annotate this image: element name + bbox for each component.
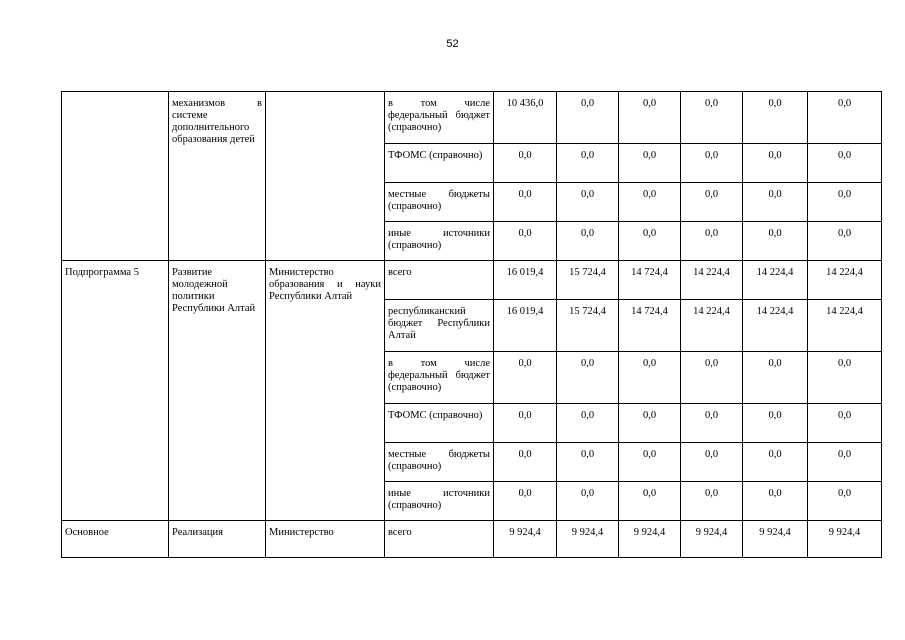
value-cell: 0,0 [494,144,557,183]
value-cell: 15 724,4 [557,261,619,300]
program-name-cell: Развитие молодежной политики Республики Алтай [169,261,266,521]
value-cell: 9 924,4 [619,521,681,558]
value-cell: 0,0 [743,222,808,261]
value-cell: 9 924,4 [681,521,743,558]
value-cell: 0,0 [619,352,681,404]
funding-source-cell: республиканский бюджет Республики Алтай [385,300,494,352]
value-cell: 0,0 [681,352,743,404]
value-cell: 0,0 [557,404,619,443]
value-cell: 9 924,4 [494,521,557,558]
program-name-cell: механизмов в системе дополнительного образования детей [169,92,266,261]
value-cell: 14 224,4 [743,300,808,352]
value-cell: 15 724,4 [557,300,619,352]
value-cell: 0,0 [494,222,557,261]
value-cell: 0,0 [557,183,619,222]
value-cell: 0,0 [681,144,743,183]
value-cell: 9 924,4 [743,521,808,558]
value-cell: 0,0 [619,443,681,482]
value-cell: 0,0 [619,144,681,183]
value-cell: 0,0 [808,443,882,482]
value-cell: 0,0 [808,482,882,521]
value-cell: 0,0 [808,92,882,144]
value-cell: 9 924,4 [808,521,882,558]
funding-source-cell: иные источники (справочно) [385,482,494,521]
value-cell: 14 724,4 [619,300,681,352]
value-cell: 0,0 [681,92,743,144]
value-cell: 0,0 [743,144,808,183]
executor-cell [266,92,385,261]
value-cell: 0,0 [619,404,681,443]
value-cell: 0,0 [557,92,619,144]
value-cell: 0,0 [494,404,557,443]
value-cell: 0,0 [808,183,882,222]
value-cell: 10 436,0 [494,92,557,144]
value-cell: 0,0 [494,183,557,222]
value-cell: 0,0 [743,482,808,521]
value-cell: 0,0 [681,183,743,222]
value-cell: 0,0 [494,352,557,404]
funding-source-cell: в том числе федеральный бюджет (справочно) [385,352,494,404]
funding-source-cell: местные бюджеты (справочно) [385,443,494,482]
program-code-cell: Основное [62,521,169,558]
funding-source-cell: в том числе федеральный бюджет (справочно) [385,92,494,144]
value-cell: 14 224,4 [681,261,743,300]
funding-source-cell: местные бюджеты (справочно) [385,183,494,222]
value-cell: 0,0 [808,222,882,261]
value-cell: 0,0 [557,443,619,482]
value-cell: 16 019,4 [494,261,557,300]
value-cell: 0,0 [808,352,882,404]
executor-cell: Министерство [266,521,385,558]
table-row [62,261,882,300]
value-cell: 0,0 [681,443,743,482]
program-name-cell: Реализация [169,521,266,558]
value-cell: 0,0 [681,482,743,521]
value-cell: 16 019,4 [494,300,557,352]
value-cell: 14 224,4 [743,261,808,300]
value-cell: 0,0 [557,482,619,521]
value-cell: 9 924,4 [557,521,619,558]
value-cell: 14 224,4 [808,300,882,352]
value-cell: 14 224,4 [681,300,743,352]
program-code-cell: Подпрограмма 5 [62,261,169,521]
value-cell: 0,0 [681,222,743,261]
value-cell: 0,0 [743,183,808,222]
value-cell: 0,0 [619,482,681,521]
value-cell: 0,0 [557,352,619,404]
value-cell: 14 724,4 [619,261,681,300]
value-cell: 0,0 [557,222,619,261]
budget-table [61,91,882,558]
value-cell: 0,0 [494,482,557,521]
value-cell: 0,0 [619,92,681,144]
program-code-cell [62,92,169,261]
table-row [62,521,882,558]
funding-source-cell: всего [385,261,494,300]
value-cell: 0,0 [808,404,882,443]
value-cell: 0,0 [619,222,681,261]
value-cell: 14 224,4 [808,261,882,300]
value-cell: 0,0 [743,92,808,144]
executor-cell: Министерство образования и науки Республики Алтай [266,261,385,521]
value-cell: 0,0 [743,443,808,482]
table-row [62,92,882,144]
funding-source-cell: ТФОМС (справочно) [385,144,494,183]
funding-source-cell: всего [385,521,494,558]
funding-source-cell: ТФОМС (справочно) [385,404,494,443]
funding-source-cell: иные источники (справочно) [385,222,494,261]
value-cell: 0,0 [808,144,882,183]
value-cell: 0,0 [619,183,681,222]
value-cell: 0,0 [494,443,557,482]
value-cell: 0,0 [743,352,808,404]
value-cell: 0,0 [557,144,619,183]
value-cell: 0,0 [681,404,743,443]
page-number: 52 [446,38,459,50]
value-cell: 0,0 [743,404,808,443]
